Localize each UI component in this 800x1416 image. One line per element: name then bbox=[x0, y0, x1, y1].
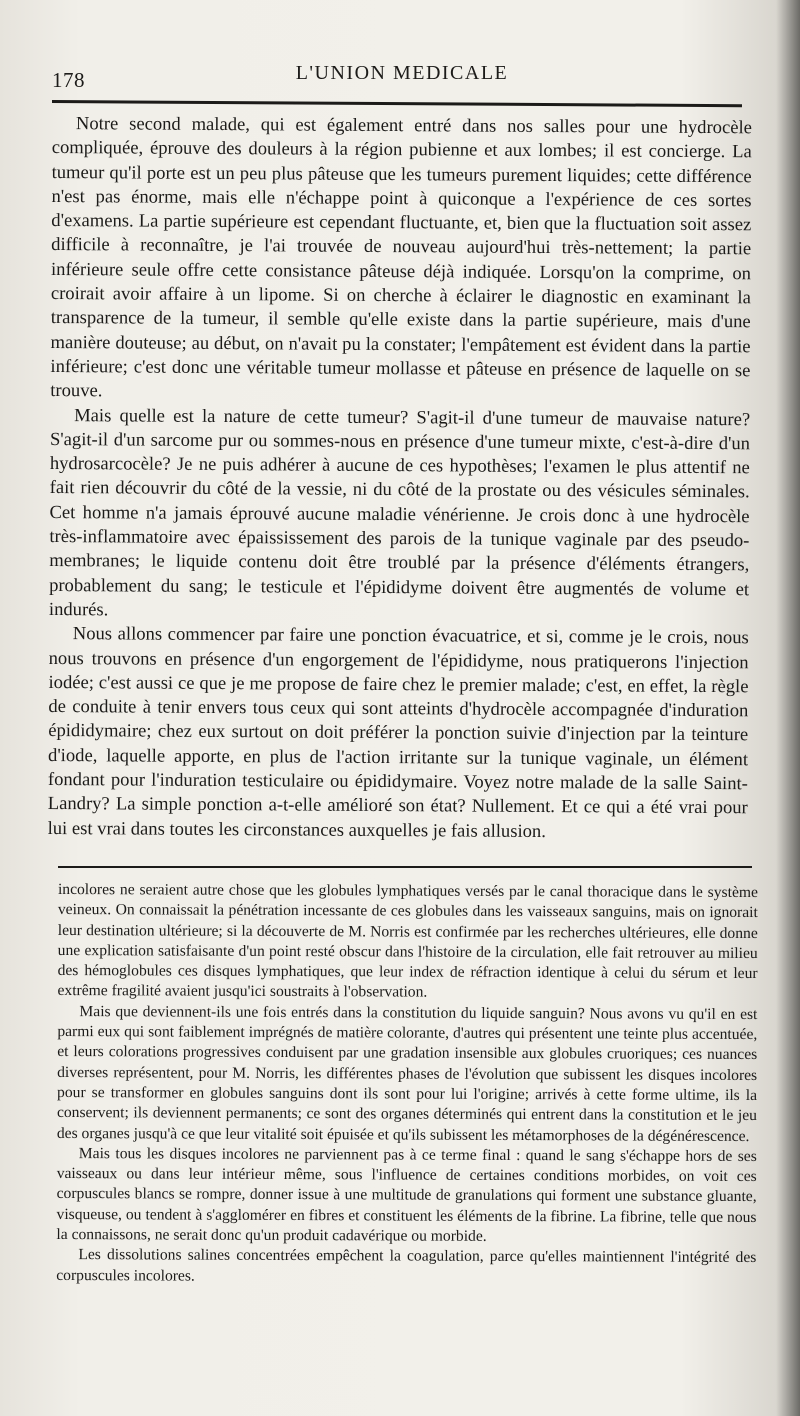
main-paragraph: Nous allons commencer par faire une ponction évacuatrice, et si, comme je le crois, nous nous trouvons en présence d'un engorgement de l'épididyme, nous pratiquerons l'injection iodée; c'est aussi ce que je me propose de faire chez le premier malade; c'est, en effet, la règle de conduite à tenir envers tous ceux qui sont atteints d'hydrocèle accompagnée d'induration épididymaire; chez eux surtout on doit préférer la ponction suivie d'injection par la teinture d'iode, laquelle apporte, en plus de l'action irritante sur la tunique vaginale, un élément fondant pour l'induration testiculaire ou épididymaire. Voyez notre malade de la salle Saint-Landry? La simple ponction a-t-elle amélioré son état? Nullement. Et ce qui a été vrai pour lui est vrai dans toutes les circonstances auxquelles je fais allusion. bbox=[47, 623, 749, 842]
main-paragraph: Notre second malade, qui est également entré dans nos salles pour une hydrocèle compliquée, éprouve des douleurs à la région pubienne et aux lombes; il est concierge. La tumeur qu'il porte est un peu plus pâteuse que les tumeurs purement liquides; cette différence n'est pas énorme, mais elle n'échappe point à quiconque a l'expérience de ces sortes d'examens. La partie supérieure est cependant fluctuante, et, bien que la fluctuation soit assez difficile à reconnaître, je l'ai trouvée de nouveau aujourd'hui très-nettement; la partie inférieure seule offre cette consistance pâteuse déjà indiquée. Lorsqu'on la comprime, on croirait avoir affaire à un lipome. Si on cherche à éclairer le diagnostic en examinant la transparence de la tumeur, il semble qu'elle existe dans la partie supérieure, mais d'une manière douteuse; au début, on n'avait pu la constater; l'empâtement est évident dans la partie inférieure; c'est donc une véritable tumeur mollasse et pâteuse en présence de laquelle on se trouve. bbox=[50, 113, 752, 402]
main-paragraph: Mais quelle est la nature de cette tumeur? S'agit-il d'une tumeur de mauvaise nature? S'agit-il d'un sarcome pur ou sommes-nous en présence d'une tumeur mixte, c'est-à-dire d'un hydrosarcocèle? Je ne puis adhérer à aucune de ces hypothèses; l'examen le plus attentif ne fait rien découvrir du côté de la vessie, ni du côté de la prostate ou des vésicules séminales. Cet homme n'a jamais éprouvé aucune maladie vénérienne. Je crois donc à une hydrocèle très-inflammatoire avec épaississement des parois de la tunique vaginale par des pseudo-membranes; le liquide contenu doit être troublé par la présence d'éléments étrangers, probablement du sang; le testicule et l'épididyme doivent être augmentés de volume et indurés. bbox=[48, 404, 751, 621]
header-rule bbox=[52, 100, 742, 107]
note-paragraph: Mais tous les disques incolores ne parviennent pas à ce terme final : quand le sang s'échappe hors de ses vaisseaux ou dans leur intérieur même, sous l'influence de certaines conditions morbides, on voit ces corpuscules blancs se rompre, donner issue à une multitude de granulations qui forment une substance gluante, visqueuse, ou tendent à s'agglomérer en fibres et constituent les éléments de la fibrine. La fibrine, telle que nous la connaissons, ne serait donc qu'un produit cadavérique ou morbide. bbox=[56, 1144, 757, 1245]
note-paragraph: Les dissolutions salines concentrées empêchent la coagulation, parce qu'elles maintiennent l'intégrité des corpuscules incolores. bbox=[56, 1246, 757, 1285]
page-header bbox=[52, 62, 752, 96]
note-paragraph: Mais que deviennent-ils une fois entrés dans la constitution du liquide sanguin? Nous avons vu qu'il en est parmi eux qui sont faiblement imprégnés de matière colorante, d'autres qui présentent une teinte plus accentuée, et leurs colorations progressives conduisent par une gradation insensible aux globules cruoriques; ces nuances diverses représentent, pour M. Norris, les différentes phases de l'évolution que subissent les disques incolores pour se transformer en globules sanguins dont ils sont pour lui l'origine; arrivés à cette forme ultime, ils la conservent; ils deviennent permanents; ce sont des organes déterminés qui entrent dans la constitution et le jeu des organes jusqu'à ce que leur vitalité soit épuisée et qu'ils subissent les métamorphoses de la dégénérescence. bbox=[56, 1002, 758, 1145]
footnote-text bbox=[56, 880, 758, 1289]
main-text bbox=[48, 112, 752, 845]
running-title: L'UNION MEDICALE bbox=[295, 62, 509, 84]
note-paragraph: incolores ne seraient autre chose que les globules lymphatiques versés par le canal thoracique dans le système veineux. On connaissait la pénétration incessante de ces globules dans les vaisseaux sanguins, mais on ignorait leur destination ultérieure; si la découverte de M. Norris est confirmée par les recherches ultérieures, elle donne une explication satisfaisante d'un point resté obscur dans l'histoire de la circulation, elle fait retrouver au milieu des hémoglobules ces disques lymphatiques, que leur index de réfraction identique à celui du sérum et leur extrême fragilité avaient jusqu'ici soustraits à l'observation. bbox=[57, 881, 758, 1002]
page-number: 178 bbox=[52, 68, 85, 92]
footnote-rule bbox=[58, 866, 752, 868]
